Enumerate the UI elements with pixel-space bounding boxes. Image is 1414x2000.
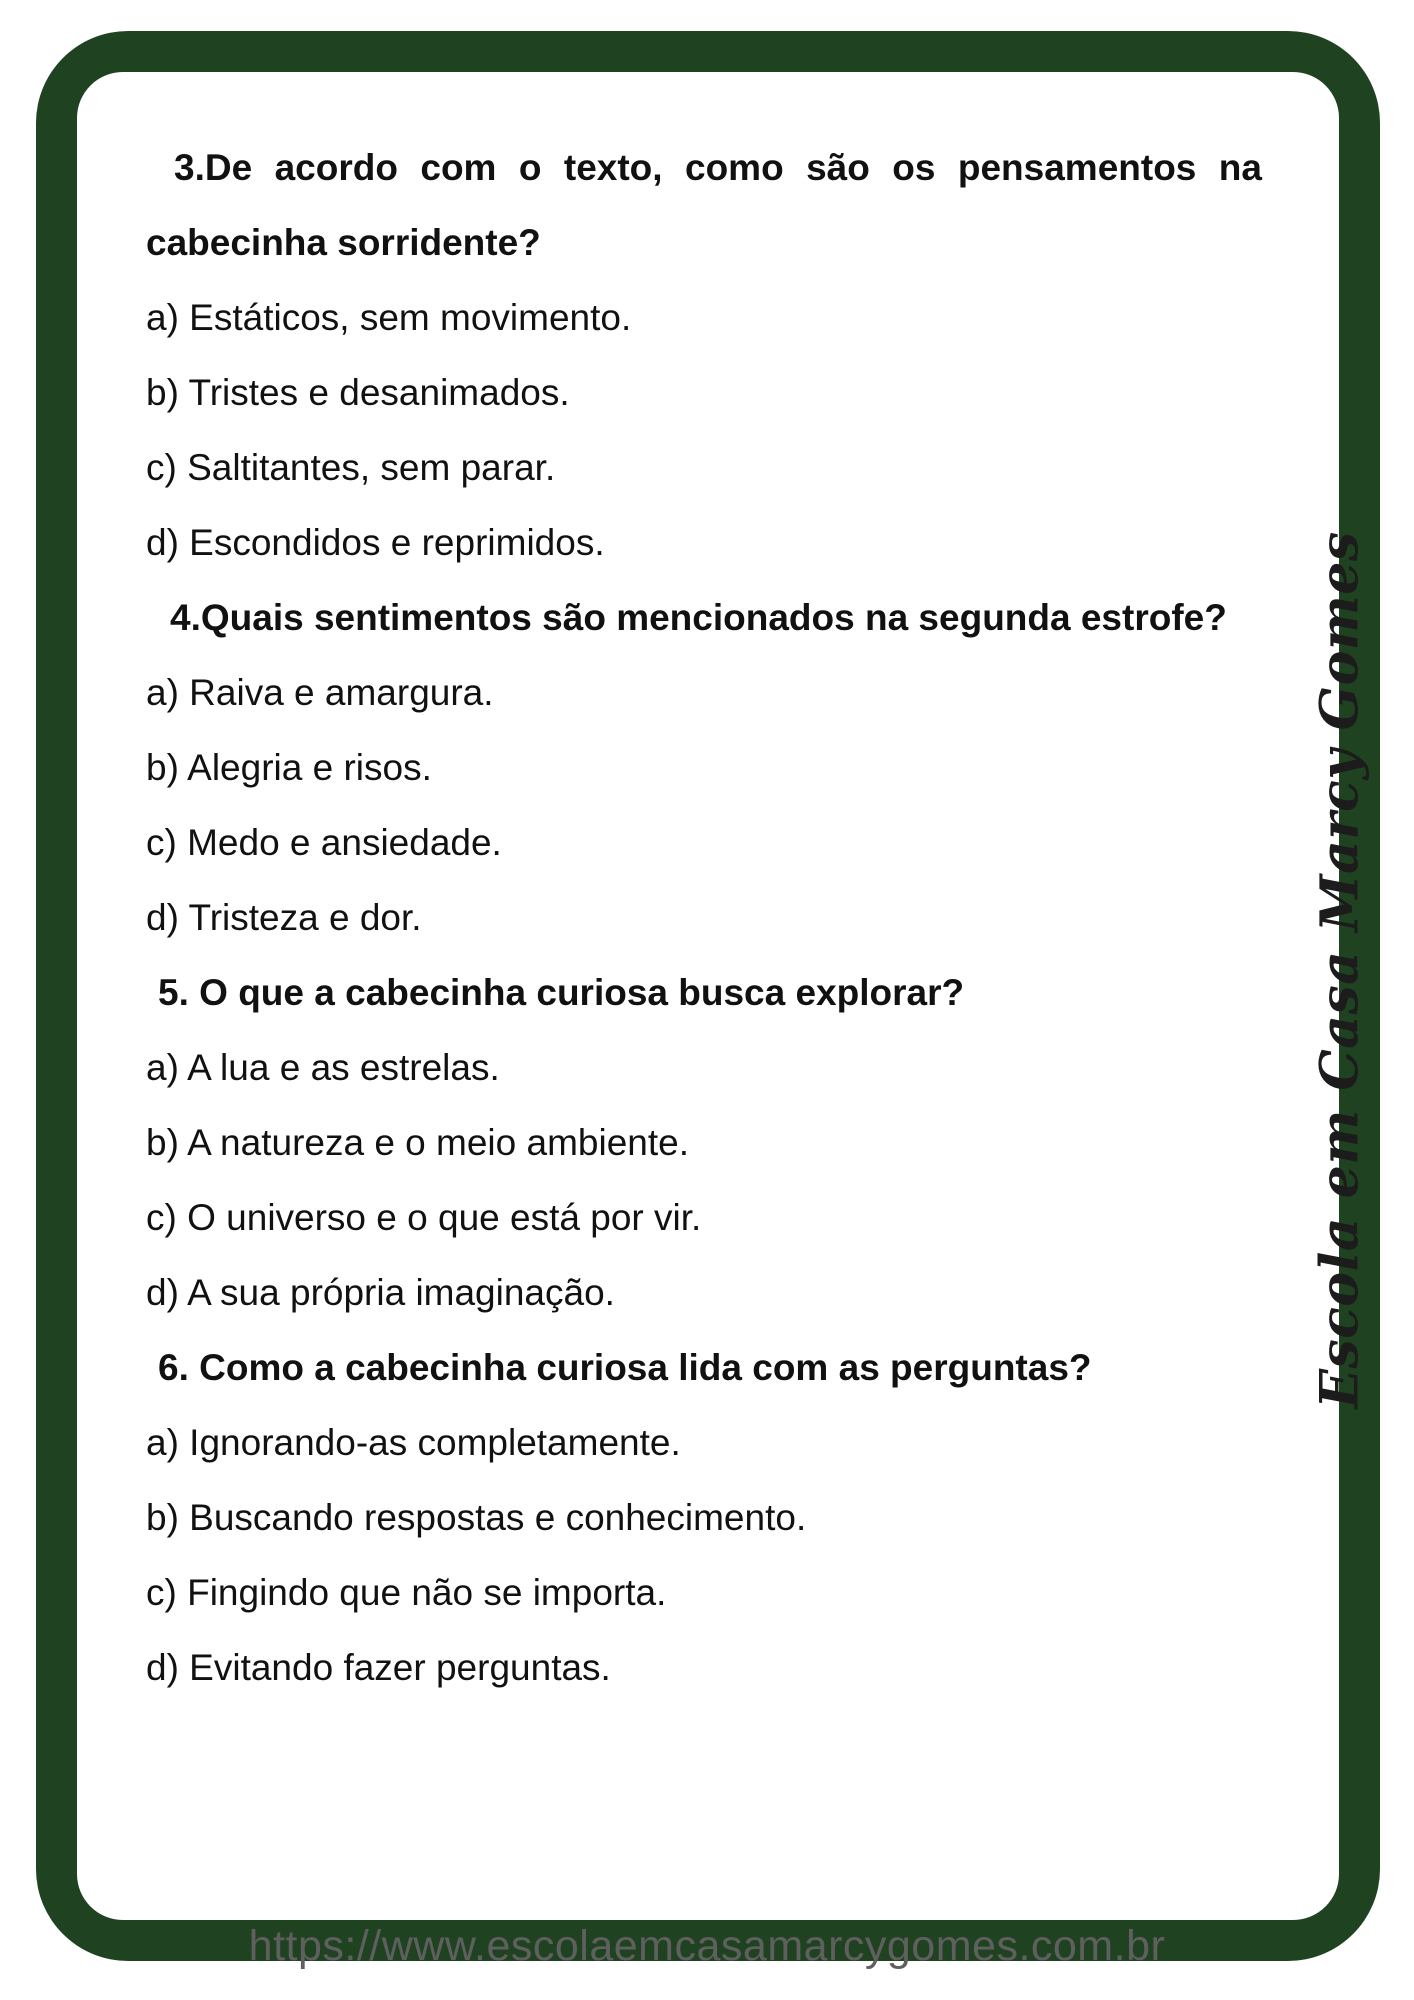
question-6-option-a: a) Ignorando-as completamente. xyxy=(146,1422,681,1463)
question-5-option-a: a) A lua e as estrelas. xyxy=(146,1047,500,1088)
question-6-prompt: 6. Como a cabecinha curiosa lida com as perguntas? xyxy=(158,1347,1092,1388)
footer-website-link[interactable]: https://www.escolaemcasamarcygomes.com.br xyxy=(248,1922,1166,1970)
question-6-option-c: c) Fingindo que não se importa. xyxy=(146,1572,667,1613)
question-4-prompt: 4.Quais sentimentos são mencionados na segunda estrofe? xyxy=(170,597,1227,638)
question-4 xyxy=(146,580,1262,955)
question-5-option-c: c) O universo e o que está por vir. xyxy=(146,1197,702,1238)
question-6-option-b: b) Buscando respostas e conhecimento. xyxy=(146,1497,807,1538)
school-brand-vertical: Escola em Casa Marcy Gomes xyxy=(1309,531,1371,1409)
question-4-option-d: d) Tristeza e dor. xyxy=(146,897,422,938)
question-3-option-d: d) Escondidos e reprimidos. xyxy=(146,522,605,563)
question-6 xyxy=(146,1330,1262,1705)
question-4-option-c: c) Medo e ansiedade. xyxy=(146,822,502,863)
question-5-prompt: 5. O que a cabecinha curiosa busca explorar? xyxy=(158,972,965,1013)
question-5-option-d: d) A sua própria imaginação. xyxy=(146,1272,615,1313)
question-4-option-b: b) Alegria e risos. xyxy=(146,747,432,788)
worksheet-content xyxy=(146,130,1262,1705)
question-3-option-b: b) Tristes e desanimados. xyxy=(146,372,570,413)
question-5-option-b: b) A natureza e o meio ambiente. xyxy=(146,1122,690,1163)
question-4-option-a: a) Raiva e amargura. xyxy=(146,672,494,713)
question-3-option-a: a) Estáticos, sem movimento. xyxy=(146,297,632,338)
question-3 xyxy=(146,130,1262,580)
question-6-option-d: d) Evitando fazer perguntas. xyxy=(146,1647,611,1688)
question-3-option-c: c) Saltitantes, sem parar. xyxy=(146,447,556,488)
question-3-prompt: 3.De acordo com o texto, como são os pensamentos na cabecinha sorridente? xyxy=(146,147,1262,263)
question-5 xyxy=(146,955,1262,1330)
